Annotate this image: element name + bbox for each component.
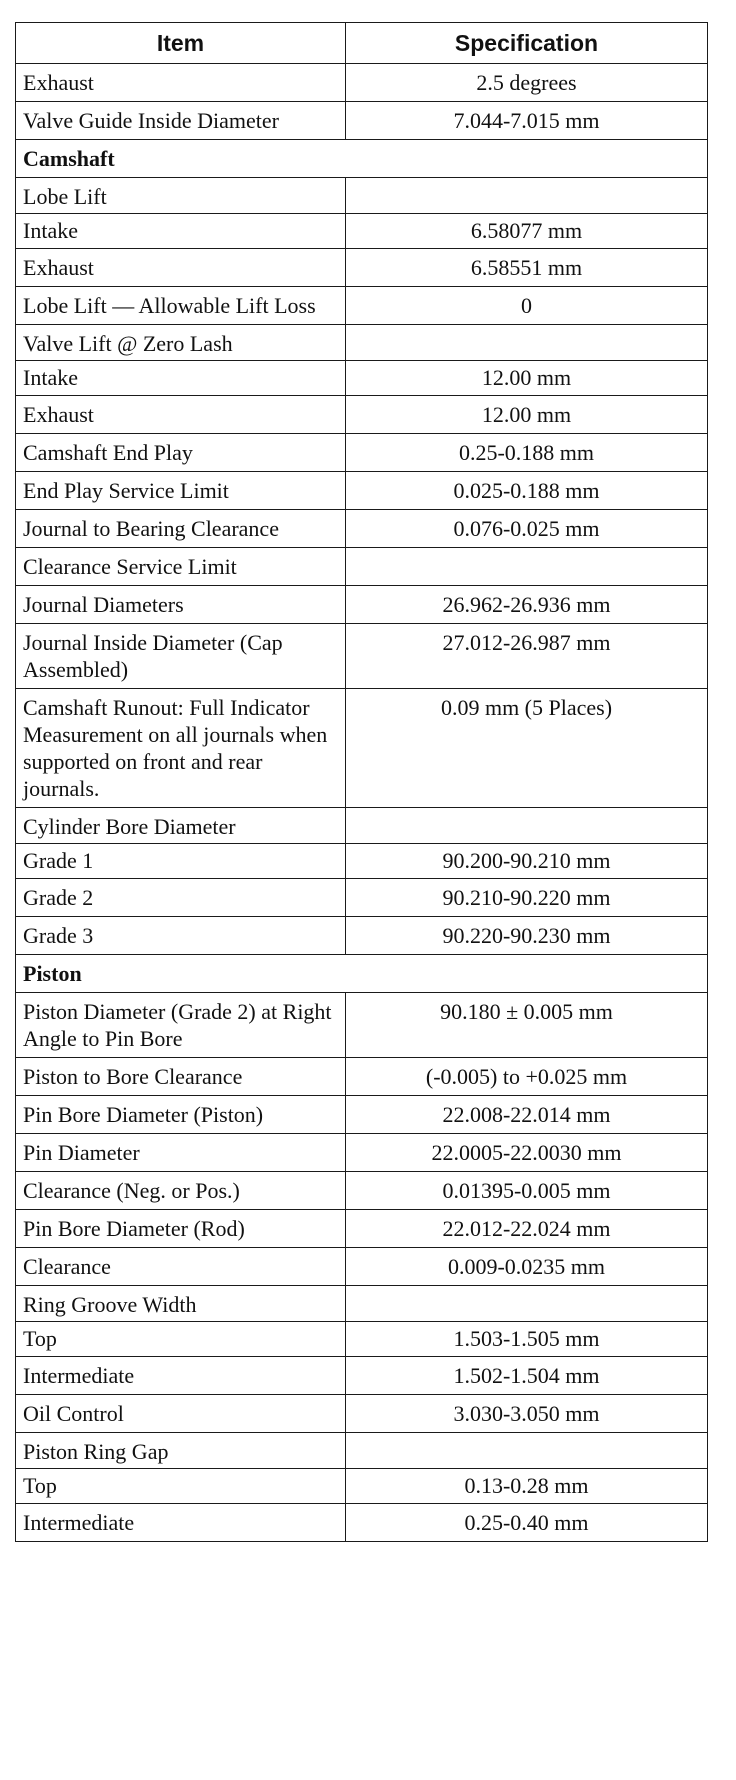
table-row	[16, 624, 708, 689]
spec-cell: 22.008-22.014 mm	[346, 1096, 708, 1134]
table-row	[16, 1504, 708, 1542]
spec-cell	[346, 548, 708, 586]
spec-cell	[346, 1433, 708, 1469]
spec-cell: 12.00 mm	[346, 361, 708, 396]
spec-cell: 22.0005-22.0030 mm	[346, 1134, 708, 1172]
table-row	[16, 1469, 708, 1504]
table-row	[16, 178, 708, 214]
item-cell: Piston Ring Gap	[16, 1433, 346, 1469]
table-row	[16, 396, 708, 434]
spec-cell	[346, 325, 708, 361]
table-row	[16, 1322, 708, 1357]
table-row	[16, 287, 708, 325]
spec-cell: 90.220-90.230 mm	[346, 917, 708, 955]
item-cell: Journal to Bearing Clearance	[16, 510, 346, 548]
spec-cell	[346, 1286, 708, 1322]
item-cell: Top	[16, 1322, 346, 1357]
spec-cell: 26.962-26.936 mm	[346, 586, 708, 624]
table-row	[16, 808, 708, 844]
item-cell: Piston to Bore Clearance	[16, 1058, 346, 1096]
item-cell: Grade 3	[16, 917, 346, 955]
item-cell: Cylinder Bore Diameter	[16, 808, 346, 844]
table-row	[16, 1134, 708, 1172]
spec-cell: 0.009-0.0235 mm	[346, 1248, 708, 1286]
item-cell: Lobe Lift	[16, 178, 346, 214]
item-cell: Exhaust	[16, 396, 346, 434]
item-cell: Grade 1	[16, 844, 346, 879]
table-row	[16, 325, 708, 361]
item-cell: Intake	[16, 361, 346, 396]
item-cell: Valve Guide Inside Diameter	[16, 102, 346, 140]
table-row	[16, 361, 708, 396]
spec-cell: 2.5 degrees	[346, 64, 708, 102]
item-cell: Oil Control	[16, 1395, 346, 1433]
item-cell: Journal Diameters	[16, 586, 346, 624]
table-row	[16, 586, 708, 624]
table-row	[16, 510, 708, 548]
spec-table	[15, 22, 708, 1542]
item-cell: Intermediate	[16, 1357, 346, 1395]
item-cell: Lobe Lift — Allowable Lift Loss	[16, 287, 346, 325]
item-cell: Pin Diameter	[16, 1134, 346, 1172]
table-row	[16, 879, 708, 917]
item-cell: Camshaft Runout: Full Indicator Measurement on all journals when supported on front and rear journals.	[16, 689, 346, 808]
spec-cell: 0.13-0.28 mm	[346, 1469, 708, 1504]
spec-cell: 0.025-0.188 mm	[346, 472, 708, 510]
spec-cell: 22.012-22.024 mm	[346, 1210, 708, 1248]
spec-cell: 6.58551 mm	[346, 249, 708, 287]
table-row	[16, 434, 708, 472]
item-cell: Exhaust	[16, 249, 346, 287]
item-cell: Intake	[16, 214, 346, 249]
spec-cell: 12.00 mm	[346, 396, 708, 434]
spec-cell: 1.502-1.504 mm	[346, 1357, 708, 1395]
item-cell: Valve Lift @ Zero Lash	[16, 325, 346, 361]
spec-cell: 0.25-0.40 mm	[346, 1504, 708, 1542]
item-cell: Pin Bore Diameter (Rod)	[16, 1210, 346, 1248]
item-cell: End Play Service Limit	[16, 472, 346, 510]
spec-cell	[346, 808, 708, 844]
spec-cell: 0.076-0.025 mm	[346, 510, 708, 548]
spec-cell: 1.503-1.505 mm	[346, 1322, 708, 1357]
spec-cell: 27.012-26.987 mm	[346, 624, 708, 689]
table-row	[16, 64, 708, 102]
item-cell: Piston Diameter (Grade 2) at Right Angle to Pin Bore	[16, 993, 346, 1058]
spec-cell: 6.58077 mm	[346, 214, 708, 249]
table-row	[16, 1248, 708, 1286]
section-row-piston	[16, 955, 708, 993]
table-row	[16, 1058, 708, 1096]
spec-cell: 3.030-3.050 mm	[346, 1395, 708, 1433]
item-cell: Grade 2	[16, 879, 346, 917]
item-column-header: Item	[16, 23, 346, 64]
spec-cell: 90.180 ± 0.005 mm	[346, 993, 708, 1058]
table-row	[16, 249, 708, 287]
item-cell: Journal Inside Diameter (Cap Assembled)	[16, 624, 346, 689]
table-row	[16, 917, 708, 955]
section-heading: Camshaft	[16, 140, 708, 178]
item-cell: Intermediate	[16, 1504, 346, 1542]
table-row	[16, 102, 708, 140]
spec-cell: 0.25-0.188 mm	[346, 434, 708, 472]
table-row	[16, 1357, 708, 1395]
table-row	[16, 844, 708, 879]
item-cell: Exhaust	[16, 64, 346, 102]
spec-cell: 0.09 mm (5 Places)	[346, 689, 708, 808]
section-row-camshaft	[16, 140, 708, 178]
table-row	[16, 993, 708, 1058]
spec-cell	[346, 178, 708, 214]
table-row	[16, 214, 708, 249]
item-cell: Ring Groove Width	[16, 1286, 346, 1322]
table-row	[16, 472, 708, 510]
specification-column-header: Specification	[346, 23, 708, 64]
item-cell: Clearance (Neg. or Pos.)	[16, 1172, 346, 1210]
item-cell: Top	[16, 1469, 346, 1504]
section-heading: Piston	[16, 955, 708, 993]
spec-cell: 0.01395-0.005 mm	[346, 1172, 708, 1210]
spec-cell: 90.200-90.210 mm	[346, 844, 708, 879]
table-row	[16, 689, 708, 808]
header-row	[16, 23, 708, 64]
table-row	[16, 1433, 708, 1469]
table-row	[16, 1096, 708, 1134]
table-row	[16, 1210, 708, 1248]
item-cell: Camshaft End Play	[16, 434, 346, 472]
spec-cell: (-0.005) to +0.025 mm	[346, 1058, 708, 1096]
spec-cell: 0	[346, 287, 708, 325]
table-row	[16, 1172, 708, 1210]
table-row	[16, 1286, 708, 1322]
item-cell: Pin Bore Diameter (Piston)	[16, 1096, 346, 1134]
table-row	[16, 548, 708, 586]
table-row	[16, 1395, 708, 1433]
item-cell: Clearance Service Limit	[16, 548, 346, 586]
item-cell: Clearance	[16, 1248, 346, 1286]
spec-cell: 7.044-7.015 mm	[346, 102, 708, 140]
spec-cell: 90.210-90.220 mm	[346, 879, 708, 917]
